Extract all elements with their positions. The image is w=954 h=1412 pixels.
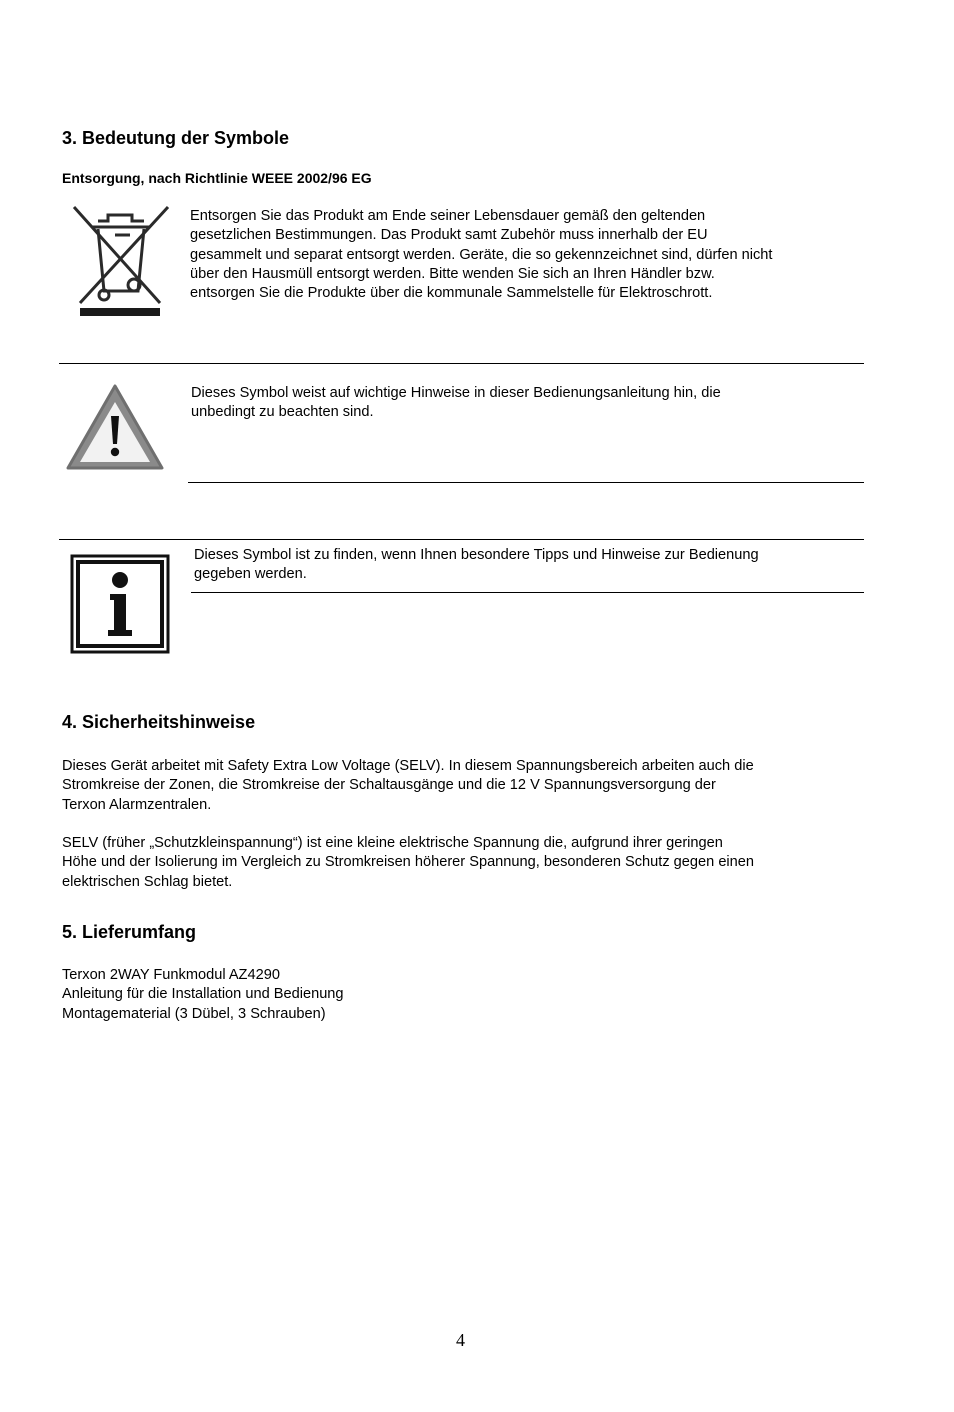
- text-line: unbedingt zu beachten sind.: [191, 404, 374, 421]
- text-line: Höhe und der Isolierung im Vergleich zu Stromkreisen höherer Spannung, besonderen Schutz gegen einen: [62, 854, 755, 871]
- weee-subheading: Entsorgung, nach Richtlinie WEEE 2002/96 EG: [62, 170, 372, 186]
- divider: [191, 592, 864, 593]
- text-line: entsorgen Sie die Produkte über die kommunale Sammelstelle für Elektroschrott.: [190, 285, 713, 302]
- crossed-out-bin-icon: [70, 205, 172, 319]
- section-5-heading: 5. Lieferumfang: [62, 922, 197, 942]
- text-line: über den Hausmüll entsorgt werden. Bitte wenden Sie sich an Ihren Händler bzw.: [190, 265, 715, 282]
- page-number: 4: [456, 1330, 465, 1350]
- text-line: Terxon Alarmzentralen.: [62, 796, 212, 813]
- list-item: Montagematerial (3 Dübel, 3 Schrauben): [62, 1005, 326, 1022]
- weee-description: [190, 207, 772, 303]
- divider: [188, 482, 864, 483]
- text-line: Entsorgen Sie das Produkt am Ende seiner Lebensdauer gemäß den geltenden: [190, 208, 706, 224]
- info-icon: [68, 546, 172, 656]
- section-4-heading: 4. Sicherheitshinweise: [62, 712, 256, 732]
- text-line: elektrischen Schlag bietet.: [62, 873, 233, 890]
- list-item: Terxon 2WAY Funkmodul AZ4290: [62, 967, 280, 983]
- text-line: gesammelt und separat entsorgt werden. Geräte, die so gekennzeichnet sind, dürfen nicht: [190, 246, 773, 263]
- text-line: SELV (früher „Schutzkleinspannung“) ist eine kleine elektrische Spannung die, aufgrund ihrer geringen: [62, 835, 723, 851]
- delivery-list: [62, 966, 344, 1024]
- text-line: Dieses Symbol weist auf wichtige Hinweise in dieser Bedienungsanleitung hin, die: [191, 385, 721, 401]
- text-line: Stromkreise der Zonen, die Stromkreise der Schaltausgänge und die 12 V Spannungsversorgung der: [62, 777, 716, 794]
- text-line: Dieses Gerät arbeitet mit Safety Extra Low Voltage (SELV). In diesem Spannungsbereich arbeiten auch die: [62, 758, 754, 774]
- text-line: gegeben werden.: [194, 566, 307, 583]
- selv-paragraph-1: [62, 757, 754, 815]
- section-3-heading: 3. Bedeutung der Symbole: [62, 128, 290, 148]
- list-item: Anleitung für die Installation und Bedienung: [62, 986, 344, 1003]
- divider: [59, 539, 864, 540]
- info-description: [194, 546, 759, 585]
- selv-paragraph-2: [62, 834, 754, 892]
- warning-triangle-icon: [64, 382, 166, 474]
- text-line: gesetzlichen Bestimmungen. Das Produkt samt Zubehör muss innerhalb der EU: [190, 227, 708, 244]
- warning-description: [191, 384, 721, 423]
- text-line: Dieses Symbol ist zu finden, wenn Ihnen besondere Tipps und Hinweise zur Bedienung: [194, 547, 759, 563]
- divider: [59, 363, 864, 364]
